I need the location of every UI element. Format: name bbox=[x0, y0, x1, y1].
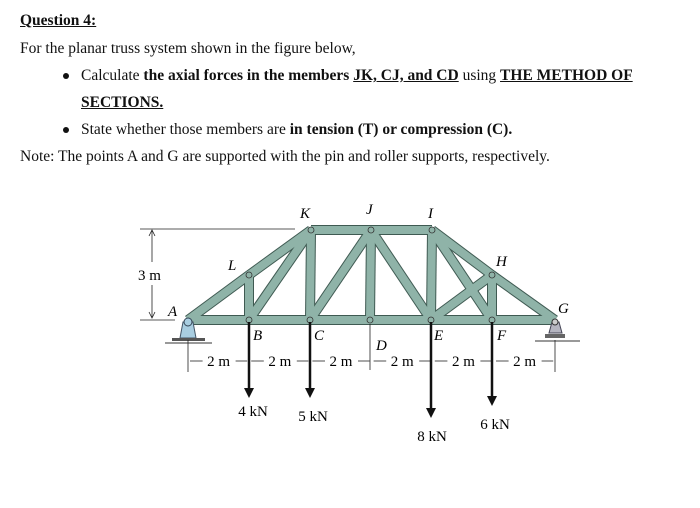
note-text: Note: The points A and G are supported with the pin and roller supports, respectively. bbox=[20, 148, 550, 165]
spacing-label: 2 m bbox=[329, 354, 353, 370]
spacing-label: 2 m bbox=[390, 354, 414, 370]
load-label-B: 4 kN bbox=[238, 404, 268, 420]
joint-D bbox=[367, 317, 373, 323]
bullet-2-pre: State whether those members are bbox=[81, 121, 290, 138]
members-list: JK, CJ, and CD bbox=[353, 67, 459, 84]
joint-label-C: C bbox=[314, 328, 325, 344]
joint-I bbox=[429, 227, 435, 233]
joint-label-D: D bbox=[376, 338, 387, 354]
arrowhead-icon bbox=[305, 388, 315, 398]
spacing-label: 2 m bbox=[207, 354, 231, 370]
joint-label-H: H bbox=[496, 254, 507, 270]
bullet-2-bold: in tension (T) or compression (C). bbox=[289, 121, 513, 138]
joint-K bbox=[308, 227, 314, 233]
load-label-E: 8 kN bbox=[417, 429, 447, 445]
arrowhead-icon bbox=[244, 388, 254, 398]
joint-label-B: B bbox=[253, 328, 263, 344]
bullet-1-pre: Calculate bbox=[81, 67, 144, 84]
joint-label-A: A bbox=[168, 304, 178, 320]
bullet-1-bold: the axial forces in the members bbox=[143, 67, 354, 84]
joint-L bbox=[246, 272, 252, 278]
arrowhead-icon bbox=[426, 408, 436, 418]
load-label-F: 6 kN bbox=[480, 417, 510, 433]
joint-label-E: E bbox=[434, 328, 444, 344]
joint-H bbox=[489, 272, 495, 278]
method-text-b: SECTIONS. bbox=[81, 94, 164, 111]
arrowhead-icon bbox=[487, 396, 497, 406]
method-text-a: THE METHOD OF bbox=[500, 67, 633, 84]
height-label: 3 m bbox=[138, 268, 161, 284]
joint-label-J: J bbox=[366, 202, 373, 218]
spacing-label: 2 m bbox=[513, 354, 537, 370]
joint-label-K: K bbox=[300, 206, 311, 222]
spacing-label: 2 m bbox=[451, 354, 475, 370]
truss-members bbox=[188, 227, 555, 323]
intro-text: For the planar truss system shown in the figure below, bbox=[20, 40, 356, 57]
joint-J bbox=[368, 227, 374, 233]
load-label-C: 5 kN bbox=[298, 409, 328, 425]
joint-label-G: G bbox=[558, 301, 569, 317]
joint-label-F: F bbox=[497, 328, 507, 344]
joint-label-L: L bbox=[228, 258, 237, 274]
joint-label-I: I bbox=[428, 206, 433, 222]
bullet-1-mid: using bbox=[458, 67, 501, 84]
spacing-label: 2 m bbox=[268, 354, 292, 370]
question-title: Question 4: bbox=[20, 12, 97, 29]
